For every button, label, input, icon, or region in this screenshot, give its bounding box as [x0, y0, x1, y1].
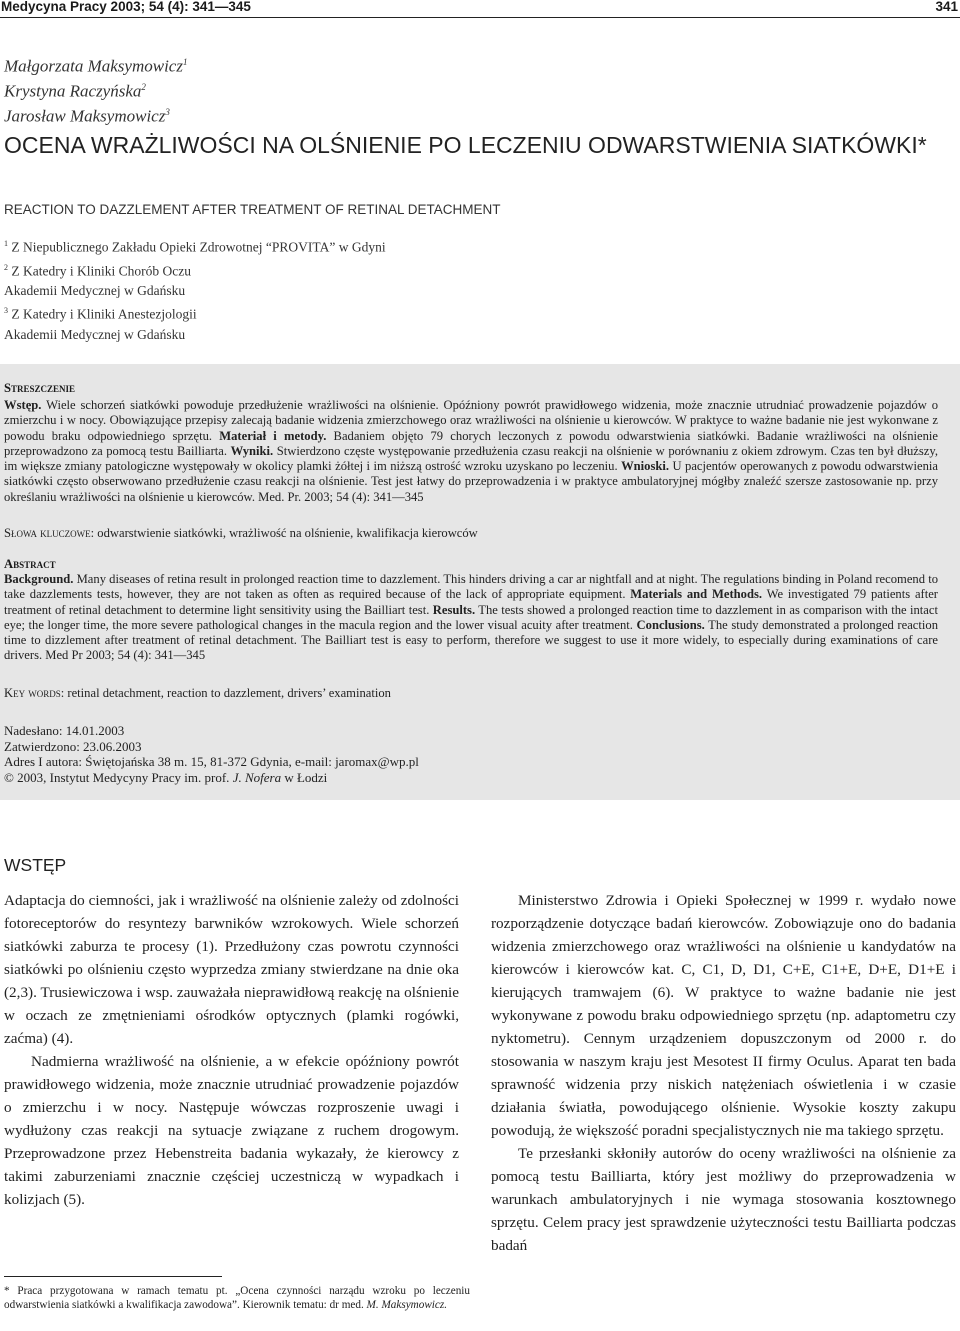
- affiliation-line: Akademii Medycznej w Gdańsku: [4, 283, 186, 298]
- correspondence-address: Adres I autora: Świętojańska 38 m. 15, 81-372 Gdynia, e-mail: jaromax@wp.pl: [4, 754, 419, 769]
- footnote-rule: [4, 1276, 222, 1277]
- footnote: * Praca przygotowana w ramach tematu pt. „Ocena czynności narządu wzroku po leczeniu odwarstwienia siatkówki a kwalifikacja zawodowa”. Kierownik tematu: dr med. M. Maksymowicz.: [4, 1285, 470, 1311]
- english-title: REACTION TO DAZZLEMENT AFTER TREATMENT OF RETINAL DETACHMENT: [4, 202, 501, 217]
- english-keywords: Key words: retinal detachment, reaction to dazzlement, drivers’ examination: [4, 686, 391, 700]
- left-column: [4, 889, 459, 1211]
- page-number: 341: [935, 0, 958, 14]
- streszczenie-text: Wstęp. Wiele schorzeń siatkówki powoduje przedłużenie wrażliwości na olśnienie. Opóźniony powrót prawidłowego widzenia, może znacznie utrudniać prowadzenie pojazdów o zmierzchu i w nocy. Obowiązujące przepisy zalecają badanie widzenia zmierzchowego oraz wrażliwości na olśnienie u kierowców. W praktyce to ważne badanie nie jest wykonwane z powodu braku odpowiedniego sprzętu. Materiał i metody. Badaniem objęto 79 chorych leczonych z powodu odwarstwienia siatkówki. Badanie wrażliwości na olśnienie przeprowadzono za pomocą testu Bailliarta. Wyniki. Stwierdzono częste występowanie przedłużenia czasu reakcji na olśnienie w porównaniu z okiem zdrowym. Czas ten był dłuższy, im większe zmiany patologiczne występowały w okolicy plamki żółtej i im niższą ostrość wzroku uzyskano po leczeniu. Wnioski. U pacjentów operowanych z powodu odwarstwienia siatkówki często obserwowano przedłużenie czasu reakcji na olśnienie. Test jest łatwy do przeprowadzenia i w praktyce ambulatoryjnej mógłby znaleźć szersze zastosowanie np. przy określaniu wrażliwości na olśnienie u kierowców. Med. Pr. 2003; 54 (4): 341—345: [4, 398, 939, 504]
- paragraph: Te przesłanki skłoniły autorów do oceny wrażliwości na olśnienie za pomocą testu Bailliarta, który jest możliwy do przeprowadzenia w warunkach ambulatoryjnych i nie wymaga stosowania kosztownego sprzętu. Celem pracy jest sprawdzenie użyteczności testu Bailliarta podczas badań: [491, 1145, 956, 1254]
- abstract-heading: Abstract: [4, 557, 56, 571]
- affiliation: $^3$ Z Katedry i Kliniki Anestezjologii: [4, 306, 197, 322]
- affiliations: [4, 234, 386, 345]
- author: Krystyna Raczyńska$^2$: [4, 81, 146, 101]
- article-title: OCENA WRAŻLIWOŚCI NA OLŚNIENIE PO LECZENIU ODWARSTWIENIA SIATKÓWKI*: [4, 132, 927, 158]
- author: Jarosław Maksymowicz$^3$: [4, 106, 170, 126]
- section-heading: WSTĘP: [4, 855, 67, 875]
- journal-citation: Medycyna Pracy 2003; 54 (4): 341—345: [1, 0, 251, 14]
- streszczenie-heading: Streszczenie: [4, 381, 76, 395]
- right-column: [491, 889, 956, 1257]
- header-rule: [0, 17, 960, 18]
- copyright: © 2003, Instytut Medycyny Pracy im. prof. J. Nofera w Łodzi: [4, 769, 328, 785]
- affiliation: $^2$ Z Katedry i Kliniki Chorób Oczu: [4, 262, 191, 278]
- article-metadata: [4, 723, 419, 785]
- paragraph: Ministerstwo Zdrowia i Opieki Społecznej w 1999 r. wydało nowe rozporządzenie dotyczące badań kierowców. Zobowiązuje ono do badania widzenia zmierzchowego oraz wrażliwości na olśnienie u kandydatów na kierowców i kierowców kat. C, C1, D, D1, C+E, C1+E, D+E, D1+E i kierujących tramwajem (6). W praktyce to ważne badanie nie jest wykonywane z powodu braku odpowiedniego sprzętu (np. adaptometru czy nyktometru). Cennym urządzeniem dopuszczonym od 2000 r. do stosowania w naszym kraju jest Mesotest II firmy Oculus. Aparat ten bada sprawność widzenia przy niskich natężeniach oświetlenia i w czasie działania światła, powodującego olśnienie. Wysokie koszty zakupu powodują, że większość poradni specjalistycznych nie ma takiego sprzętu.: [491, 892, 956, 1139]
- affiliation: $^1$ Z Niepublicznego Zakładu Opieki Zdrowotnej “PROVITA” w Gdyni: [4, 239, 386, 255]
- polish-keywords: Słowa kluczowe: odwarstwienie siatkówki, wrażliwość na olśnienie, kwalifikacja kierowców: [4, 526, 478, 540]
- received-date: Nadesłano: 14.01.2003: [4, 723, 125, 738]
- paragraph: Adaptacja do ciemności, jak i wrażliwość na olśnienie zależy od zdolności fotoreceptorów do resyntezy barwników wzrokowych. Wiele schorzeń siatkówki zaburza te procesy (1). Przedłużony czas powrotu czynności siatkówki po olśnieniu często wyprzedza zmiany stwierdzane na dnie oka (2,3). Trusiewiczowa i wsp. zauważała nieprawidłową reakcję na olśnienie w oczach ze zmętnieniami ośrodków optycznych (plamki rogówki, zaćma) (4).: [4, 892, 459, 1047]
- author-list: [4, 52, 187, 127]
- affiliation-line: Akademii Medycznej w Gdańsku: [4, 326, 186, 342]
- running-header: [0, 0, 960, 17]
- accepted-date: Zatwierdzono: 23.06.2003: [4, 738, 142, 754]
- author: Małgorzata Maksymowicz$^1$: [4, 56, 188, 76]
- paragraph: Nadmierna wrażliwość na olśnienie, a w efekcie opóźniony powrót prawidłowego widzenia, może znacznie utrudniać prowadzenie pojazdów o zmierzchu i w nocy. Następuje wówczas rozproszenie uwagi i wydłużony czas reakcji na sytuacje związane z ruchem drogowym. Przeprowadzone przez Hebenstreita badania wykazały, że kierowcy z takimi zaburzeniami znacznie częściej uczestniczą w wypadkach i kolizjach (5).: [4, 1053, 459, 1208]
- abstract-text: Background. Many diseases of retina result in prolonged reaction time to dazzlement. This hinders driving a car ar nightfall and at night. The regulations binding in Poland recomend to take dazzlements tests, however, they are not taken as often as required because of the lack of appropriate equipment. Materials and Methods. We investigated 79 patients after treatment of retinal detachment to determine light sensitivity using the Bailliart test. Results. The tests showed a prolonged reaction time to dazzlement in as comparison with the intact eye; the longer time, the more severe pathological changes in the macula region and the lower visual acuity after treatment. Conclusions. The study demonstrated a prolonged reaction time to dizzlement after treatment of retinal detachment. The Bailliart test is easy to perform, therefore we suggest to use it more widely, to especially during examinations of care drivers. Med Pr 2003; 54 (4): 341—345: [4, 572, 939, 663]
